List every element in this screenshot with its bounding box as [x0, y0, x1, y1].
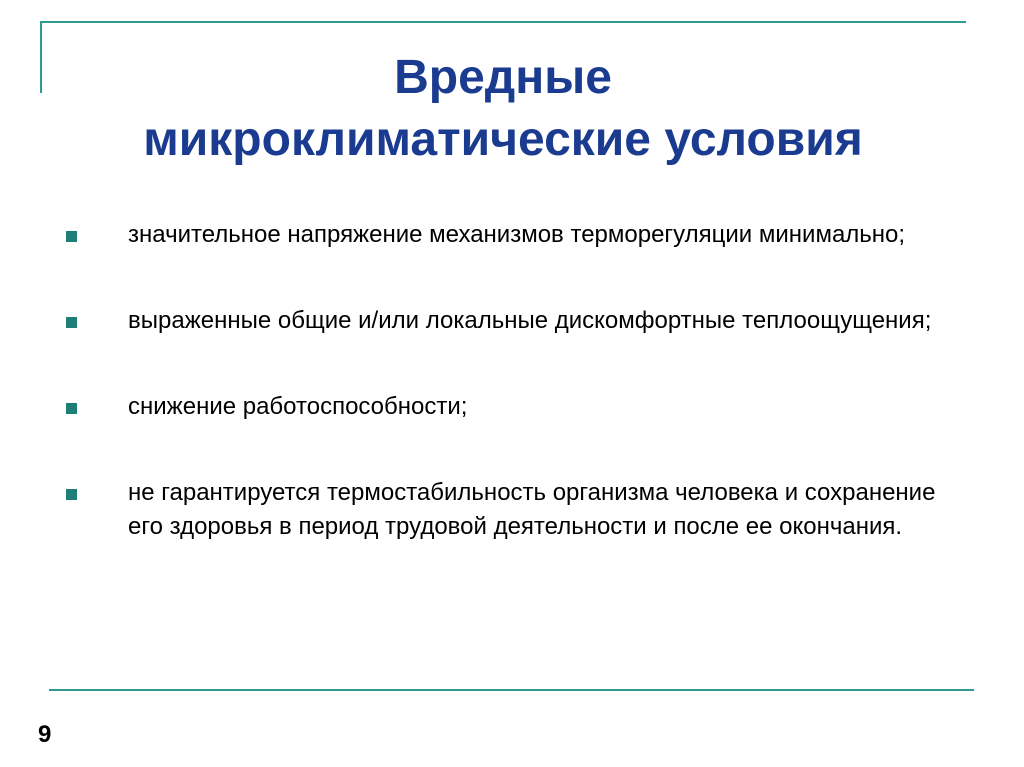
top-divider [40, 21, 966, 23]
condition-item-performance [64, 390, 964, 424]
condition-text: выраженные общие и/или локальные дискомфортные теплоощущения; [128, 307, 932, 334]
square-bullet-icon [66, 231, 77, 242]
page-number: 9 [38, 721, 52, 748]
square-bullet-icon [66, 489, 77, 500]
title-line-1: Вредные [394, 51, 612, 104]
condition-item-thermoregulation [64, 218, 964, 252]
square-bullet-icon [66, 403, 77, 414]
slide-title [40, 47, 966, 171]
title-line-2: микроклиматические условия [143, 113, 863, 166]
condition-item-discomfort [64, 304, 964, 338]
square-bullet-icon [66, 317, 77, 328]
condition-list [64, 218, 964, 544]
condition-text: значительное напряжение механизмов терморегуляции минимально; [128, 221, 906, 248]
condition-text: снижение работоспособности; [128, 393, 468, 420]
condition-item-health [64, 476, 964, 544]
bottom-divider [49, 689, 974, 691]
condition-text: не гарантируется термостабильность организма человека и сохранение его здоровья в период трудовой деятельности и после ее окончания. [128, 479, 936, 540]
